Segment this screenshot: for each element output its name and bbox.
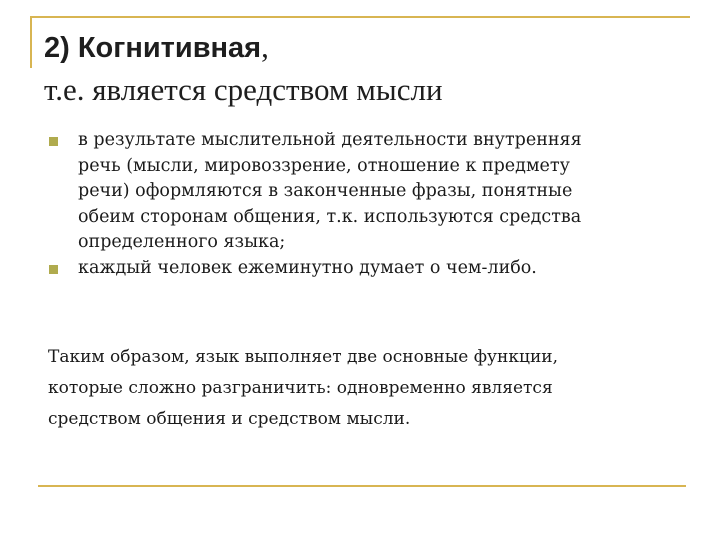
summary-paragraph	[48, 342, 688, 435]
bullet-line: речь (мысли, мировоззрение, отношение к предмету	[78, 155, 570, 176]
square-bullet-icon	[49, 265, 58, 274]
bullet-line: каждый человек ежеминутно думает о чем-либо.	[78, 257, 537, 278]
summary-line: средством общения и средством мысли.	[48, 409, 411, 429]
bullet-line: обеим сторонам общения, т.к. используются средства	[78, 206, 582, 227]
bottom-rule	[38, 485, 686, 487]
title-heading: 2) Когнитивная	[44, 32, 262, 64]
title-line-1	[44, 26, 684, 69]
top-rule	[30, 16, 690, 18]
summary-line: которые сложно разграничить: одновременно является	[48, 378, 553, 398]
bullet-item	[48, 256, 658, 282]
bullet-list	[48, 128, 658, 281]
bullet-line: речи) оформляются в законченные фразы, понятные	[78, 181, 573, 201]
bullet-line: определенного языка;	[78, 232, 286, 252]
square-bullet-icon	[49, 137, 58, 146]
title-comma: ,	[261, 29, 269, 64]
left-rule	[30, 16, 32, 68]
bullet-item	[48, 128, 658, 256]
slide-title	[44, 26, 684, 110]
summary-line: Таким образом, язык выполняет две основные функции,	[48, 347, 559, 367]
title-line-2: т.е. является средством мысли	[44, 72, 443, 107]
bullet-line: в результате мыслительной деятельности внутренняя	[78, 130, 582, 150]
